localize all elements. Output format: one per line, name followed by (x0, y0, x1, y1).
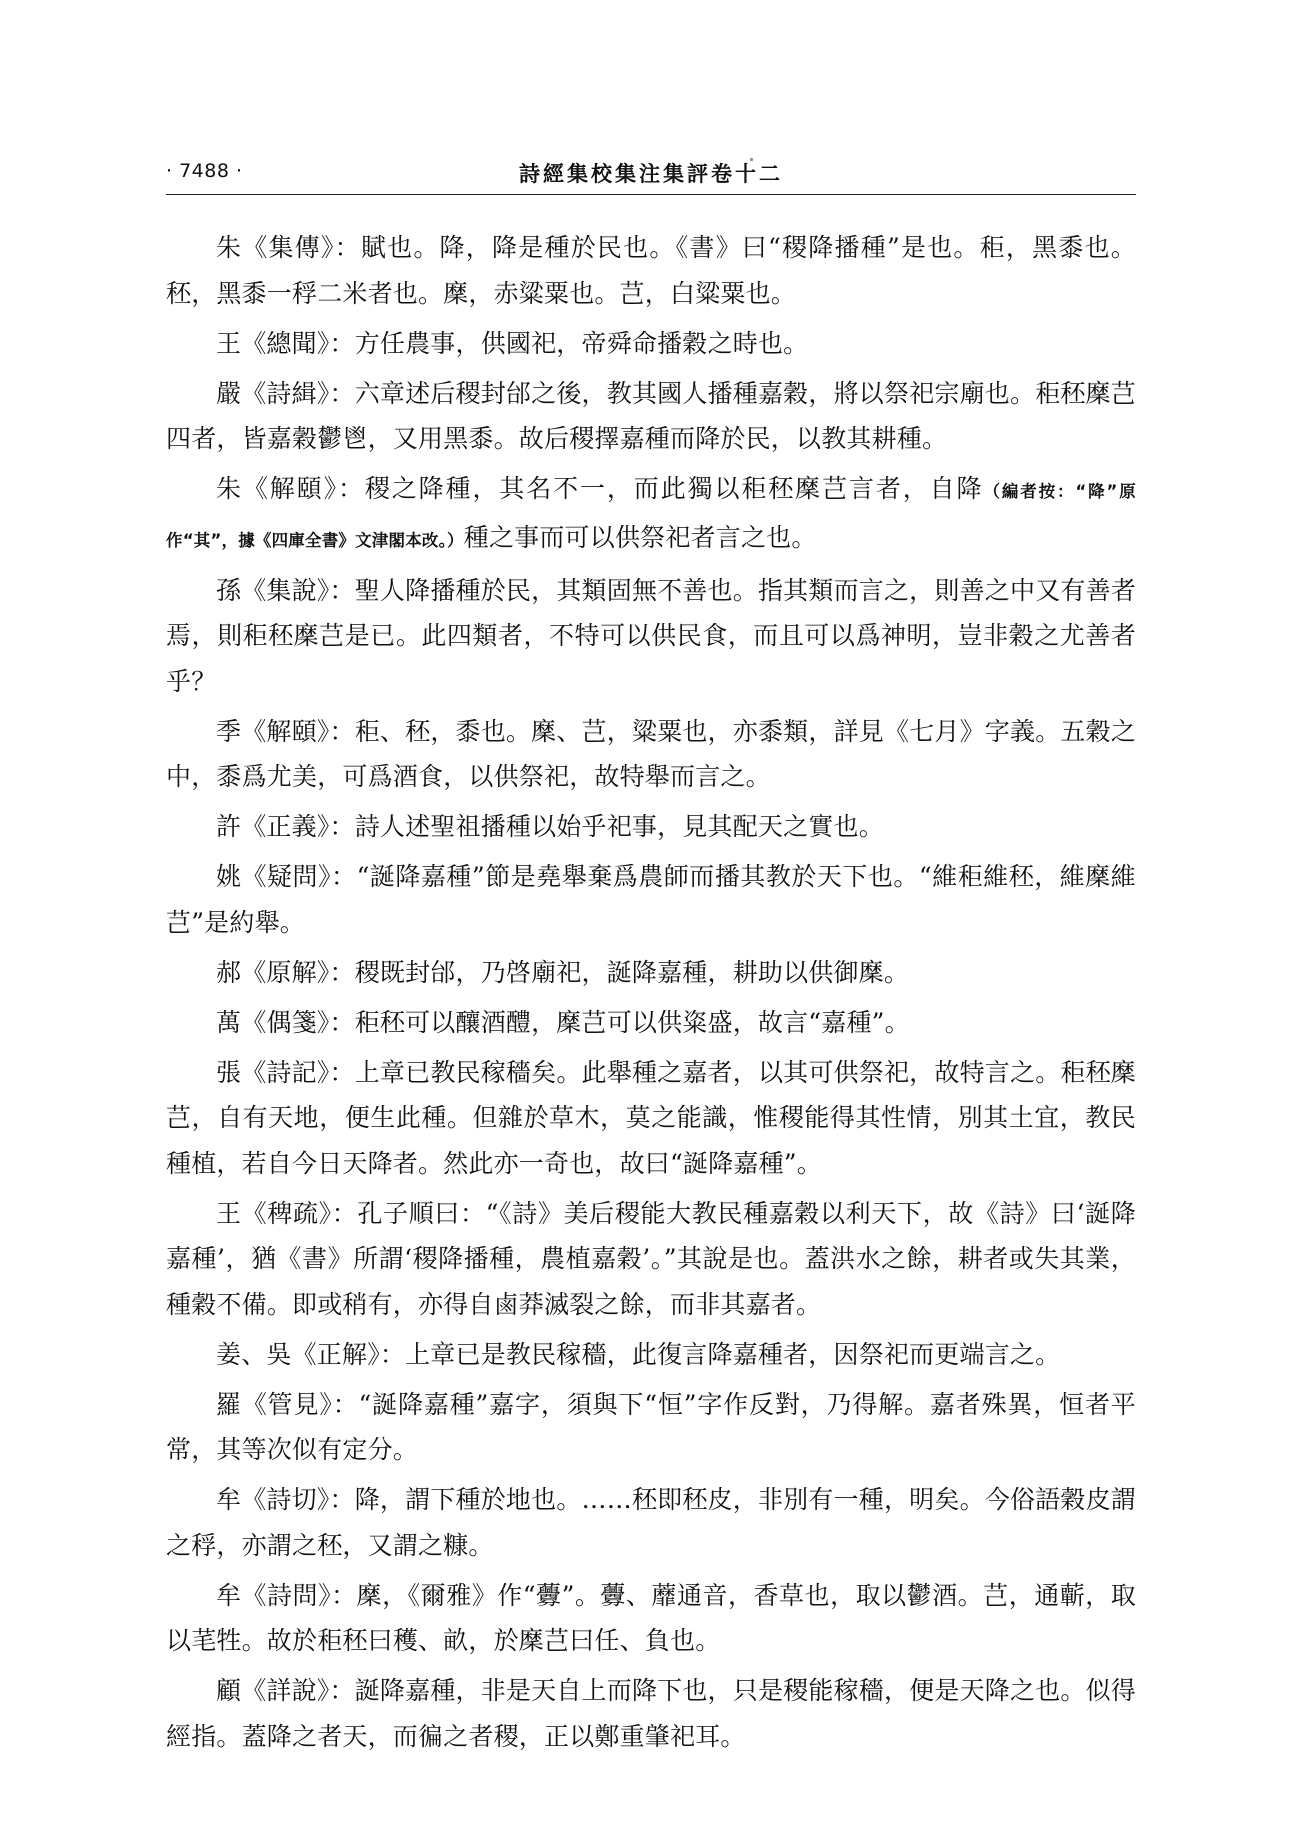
page-number: · 7488 · (166, 160, 243, 182)
commentary-paragraph (166, 709, 1136, 800)
paragraph-text: 萬《偶箋》：秬秠可以釀酒醴，穈芑可以供粢盛，故言“嘉種”。 (216, 1007, 910, 1037)
paragraph-text: 王《稗疏》：孔子順曰：“《詩》美后稷能大教民種嘉穀以利天下，故《詩》曰‘誕降嘉種’，猶《書》所謂‘稷降播種，農植嘉穀’。”其說是也。蓋洪水之餘，耕者或失其業，種穀不備。即或稍有，亦得自鹵莽滅裂之餘，而非其嘉者。 (166, 1198, 1136, 1319)
paragraph-text: 姚《疑問》：“誕降嘉種”節是堯舉棄爲農師而播其教於天下也。“維秬維秠，維穈維芑”是約舉。 (166, 862, 1136, 937)
running-title: 詩經集校集注集評卷十二 (519, 162, 783, 186)
paragraph-text: 種之事而可以供祭祀者言之也。 (463, 522, 817, 552)
commentary-paragraph (166, 1332, 1136, 1378)
paragraph-text: 朱《集傳》：賦也。降，降是種於民也。《書》曰“稷降播種”是也。秬，黑黍也。秠，黑黍一稃二米者也。穈，赤粱粟也。芑，白粱粟也。 (166, 233, 1136, 308)
commentary-paragraph (166, 225, 1136, 316)
commentary-paragraph (166, 1477, 1136, 1568)
paragraph-text: 牟《詩切》：降，謂下種於地也。……秠即秠皮，非別有一種，明矣。今俗語穀皮謂之稃，亦謂之秠，又謂之糠。 (166, 1485, 1136, 1560)
paragraph-text: 姜、吳《正解》：上章已是教民稼穡，此復言降嘉種者，因祭祀而更端言之。 (216, 1339, 1061, 1369)
commentary-paragraph (166, 804, 1136, 850)
paragraph-text: 許《正義》：詩人述聖祖播種以始乎祀事，見其配天之實也。 (216, 812, 884, 841)
commentary-paragraph (166, 1050, 1136, 1187)
commentary-body (166, 225, 1136, 1764)
paragraph-text: 孫《集說》：聖人降播種於民，其類固無不善也。指其類而言之，則善之中又有善者焉，則秬秠穈芑是已。此四類者，不特可以供民食，而且可以爲神明，豈非穀之尤善者乎？ (166, 575, 1136, 696)
editor-note: （編者按：“降”原作“其”，據《四庫全書》文津閣本改。） (166, 482, 1136, 550)
header-rule (166, 194, 1136, 195)
paragraph-text: 羅《管見》：“誕降嘉種”嘉字，須與下“恒”字作反對，乃得解。嘉者殊異，恒者平常，其等次似有定分。 (166, 1389, 1136, 1464)
paragraph-text: 顧《詳說》：誕降嘉種，非是天自上而降下也，只是稷能稼穡，便是天降之也。似得經指。蓋降之者天，而徧之者稷，正以鄭重肇祀耳。 (166, 1676, 1136, 1751)
commentary-paragraph (166, 1668, 1136, 1759)
paragraph-text: 張《詩記》：上章已教民稼穡矣。此舉種之嘉者，以其可供祭祀，故特言之。秬秠穈芑，自有天地，便生此種。但雜於草木，莫之能識，惟稷能得其性情，別其土宜，教民種植，若自今日天降者。然此亦一奇也，故曰“誕降嘉種”。 (166, 1057, 1136, 1178)
commentary-paragraph (166, 321, 1136, 367)
paragraph-text: 王《總聞》：方任農事，供國祀，帝舜命播穀之時也。 (216, 328, 809, 358)
commentary-paragraph (166, 1000, 1136, 1046)
page-header (166, 158, 1136, 192)
paragraph-text: 朱《解頤》：稷之降種，其名不一，而此獨以秬秠穈芑言者，自降 (216, 474, 984, 503)
paragraph-text: 牟《詩問》：穈，《爾雅》作“虋”。虋、蘼通音，香草也，取以鬱酒。芑，通蘄，取以芼牲。故於秬秠曰穫、畝，於穈芑曰任、負也。 (166, 1580, 1136, 1655)
commentary-paragraph (166, 1191, 1136, 1328)
commentary-paragraph (166, 466, 1136, 563)
commentary-paragraph (166, 854, 1136, 945)
paragraph-text: 郝《原解》：稷既封邰，乃啓廟祀，誕降嘉種，耕助以供御穈。 (216, 957, 910, 987)
paragraph-text: 季《解頤》：秬、秠，黍也。穈、芑，粱粟也，亦黍類，詳見《七月》字義。五穀之中，黍爲尤美，可爲酒食，以供祭祀，故特舉而言之。 (166, 716, 1136, 791)
commentary-paragraph (166, 568, 1136, 705)
paragraph-text: 嚴《詩緝》：六章述后稷封邰之後，教其國人播種嘉穀，將以祭祀宗廟也。秬秠穈芑四者，皆嘉穀鬱鬯，又用黑黍。故后稷擇嘉種而降於民，以教其耕種。 (166, 378, 1136, 453)
commentary-paragraph (166, 1382, 1136, 1473)
commentary-paragraph (166, 1573, 1136, 1664)
commentary-paragraph (166, 950, 1136, 996)
commentary-paragraph (166, 371, 1136, 462)
